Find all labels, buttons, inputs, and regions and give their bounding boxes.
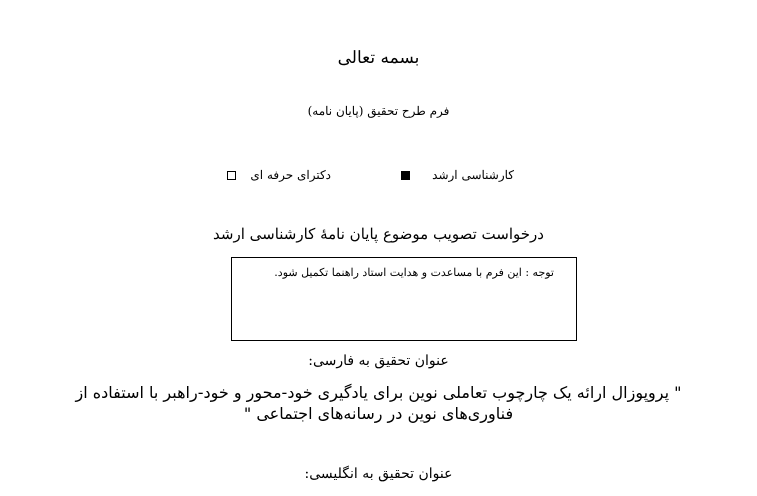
degree-option-masters[interactable] (401, 168, 514, 182)
doctorate-checkbox[interactable] (227, 171, 236, 180)
form-title: فرم طرح تحقیق (پایان نامه) (307, 104, 450, 118)
doctorate-label: دکترای حرفه ای (250, 168, 331, 182)
request-title: درخواست تصویب موضوع پایان نامۀ کارشناسی ارشد (213, 225, 544, 243)
english-title-label: عنوان تحقیق به انگلیسی: (304, 466, 453, 482)
page-heading: بسمه تعالی (337, 48, 420, 68)
note-box (231, 257, 577, 341)
persian-title-line-1: " پروپوزال ارائه یک چارچوب تعاملی نوین برای یادگیری خود-محور و خود-راهبر با استفاده از (75, 383, 682, 402)
degree-option-doctorate[interactable] (227, 168, 331, 182)
persian-title-label: عنوان تحقیق به فارسی: (308, 353, 449, 369)
masters-checkbox[interactable] (401, 171, 410, 180)
persian-title-line-2: فناوری‌های نوین در رسانه‌های اجتماعی " (243, 404, 514, 423)
note-text: توجه : این فرم با مساعدت و هدایت استاد راهنما تکمیل شود. (274, 266, 554, 279)
persian-title-text (20, 382, 737, 424)
masters-label: کارشناسی ارشد (432, 168, 514, 182)
